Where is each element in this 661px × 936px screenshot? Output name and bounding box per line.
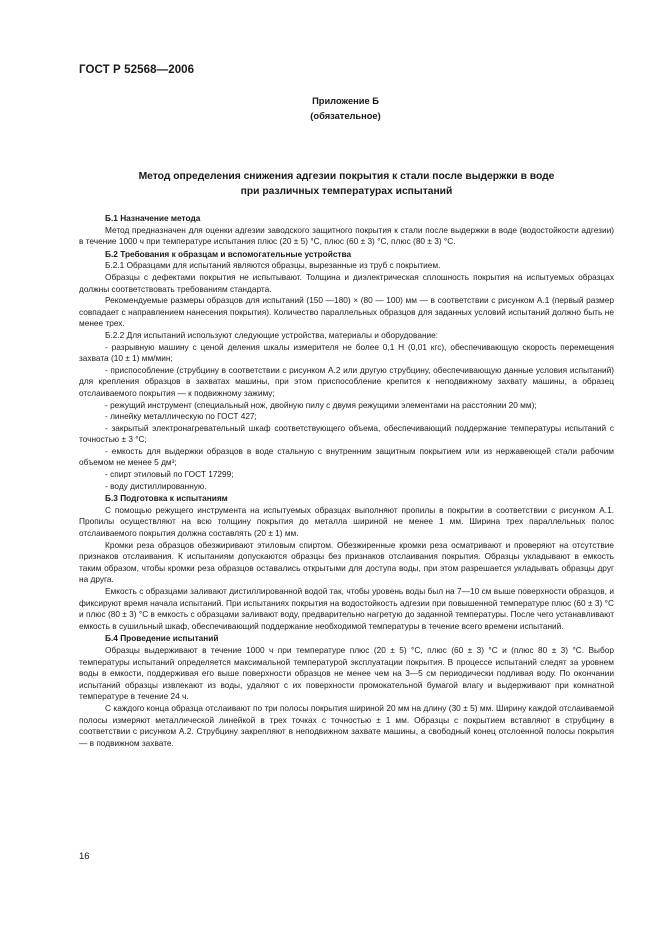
paragraph: Б.2.2 Для испытаний используют следующие устройства, материалы и оборудование: xyxy=(105,329,439,340)
annex-heading xyxy=(240,94,451,124)
paragraph: Метод предназначен для оценки адгезии заводского защитного покрытия к стали после выдержки в воде (водостойкости адгезии) в течение 1000 ч при температуре испытания плюс (20 ± 5) °С, плюс (60 ± 3) °С, плюс (80 ± 3) °С. xyxy=(79,224,614,247)
page-number: 16 xyxy=(79,851,90,862)
list-item: - приспособление (струбцину в соответствии с рисунком А.2 или другую струбцину, обеспечивающую данные условия испытаний) для крепления образцов в захватах машины, при этом приспособление крепится к неподвижному захвату машины, а образец отслаиваемого покрытия — к подвижному зажиму; xyxy=(79,364,614,398)
paragraph: Емкость с образцами заливают дистиллированной водой так, чтобы уровень воды был на 7—10 см выше поверхности образцов, и фиксируют время начала испытаний. При испытаниях покрытия на водостойкость адгезии при повышенной температуре плюс (60 ± 3) °С и плюс (80 ± 3) °С в емкость с образцами заливают воду, предварительно нагретую до заданной температуры. После чего устанавливают емкость в сушильный шкаф, обеспечивающий поддержание необходимой температуры в течение всего времени испытаний. xyxy=(79,586,614,631)
paragraph: С помощью режущего инструмента на испытуемых образцах выполняют пропилы в покрытии в соответствии с рисунком А.1. Пропилы осуществляют на всю толщину покрытия до металла шириной не менее 1 мм. Ширина трех параллельных полос отслаиваемого покрытия должна составлять (20 ± 1) мм. xyxy=(79,504,614,539)
paragraph: Кромки реза образцов обезжиривают этиловым спиртом. Обезжиренные кромки реза осматривают и проверяют на отсутствие признаков отслаивания. К испытаниям допускаются образцы без признаков отслаивания покрытия. Образцы укладывают в емкость таким образом, чтобы кромки реза образцов оставались открытыми для доступа воды, при этом разрешается укладывать образцы друг на друга. xyxy=(79,539,614,585)
annex-status: (обязательное) xyxy=(310,111,381,121)
annex-title-line-1: Метод определения снижения адгезии покрытия к стали после выдержки в воде xyxy=(138,171,555,182)
list-item: - разрывную машину с ценой деления шкалы измерителя не более 0,1 Н (0,01 кгс), обеспечивающую скорость перемещения захвата (10 ± 1) мм/мин; xyxy=(79,341,614,364)
list-item: - закрытый электронагревательный шкаф соответствующего объема, обеспечивающий поддержание температуры испытаний с точностью ± 3 °С; xyxy=(79,422,614,445)
section-heading: Б.1 Назначение метода xyxy=(105,213,201,223)
standard-header: ГОСТ Р 52568—2006 xyxy=(79,64,195,76)
paragraph: С каждого конца образца отслаивают по три полосы покрытия шириной 20 мм на длину (30 ± 5) мм. Ширину каждой отслаиваемой полосы измеряют металлической линейкой в трех точках с точностью ± 1 мм. Образцы с покрытием вставляют в струбцину в соответствии с рисунком А.2. Струбцину закрепляют в неподвижном захвате машины, а свободный конец отслоенной полосы покрытия — в подвижном захвате. xyxy=(79,702,614,748)
list-item: - режущий инструмент (специальный нож, двойную пилу с двумя режущими элементами на расстоянии 20 мм); xyxy=(105,399,537,410)
list-item: - спирт этиловый по ГОСТ 17299; xyxy=(105,469,234,480)
list-item: - емкость для выдержки образцов в воде стальную с внутренним защитным покрытием или из нержавеющей стали рабочим объемом не менее 5 дм³; xyxy=(79,445,614,468)
list-item: - линейку металлическую по ГОСТ 427; xyxy=(105,411,257,422)
paragraph: Образцы с дефектами покрытия не испытывают. Толщина и диэлектрическая сплошность покрытия на испытуемых образцах должны соответствовать требованиям стандарта. xyxy=(79,271,614,294)
paragraph: Образцы выдерживают в течение 1000 ч при температуре плюс (20 ± 5) °С, плюс (60 ± 3) °С и (плюс 80 ± 3) °С. Выбор температуры испытаний определяется максимальной температурой эксплуатации покрытия. В процессе испытаний следят за уровнем воды в емкости, поддерживая его выше поверхности образцов не менее чем на 3—5 см периодически подливая воду. По окончании испытаний образцы извлекают из воды, удаляют с их поверхности промокательной бумагой влагу и выдерживают при комнатной температуре в течение 24 ч. xyxy=(79,644,614,702)
paragraph: Рекомендуемые размеры образцов для испытаний (150 —180) × (80 — 100) мм — в соответствии с рисунком А.1 (первый размер совпадает с направлением нанесения покрытия). Количество параллельных образцов для заданных условий испытаний должно быть не менее трех. xyxy=(79,295,614,329)
list-item: - воду дистиллированную. xyxy=(105,480,207,491)
section-heading: Б.4 Проведение испытаний xyxy=(105,633,219,644)
section-heading: Б.3 Подготовка к испытаниям xyxy=(105,493,228,504)
annex-label: Приложение Б xyxy=(312,96,379,106)
section-heading: Б.2 Требования к образцам и вспомогательные устройства xyxy=(105,248,352,259)
annex-title xyxy=(79,169,614,199)
document-body xyxy=(79,212,614,749)
annex-title-line-2: при различных температурах испытаний xyxy=(240,186,453,197)
paragraph: Б.2.1 Образцами для испытаний являются образцы, вырезанные из труб с покрытием. xyxy=(105,260,441,271)
